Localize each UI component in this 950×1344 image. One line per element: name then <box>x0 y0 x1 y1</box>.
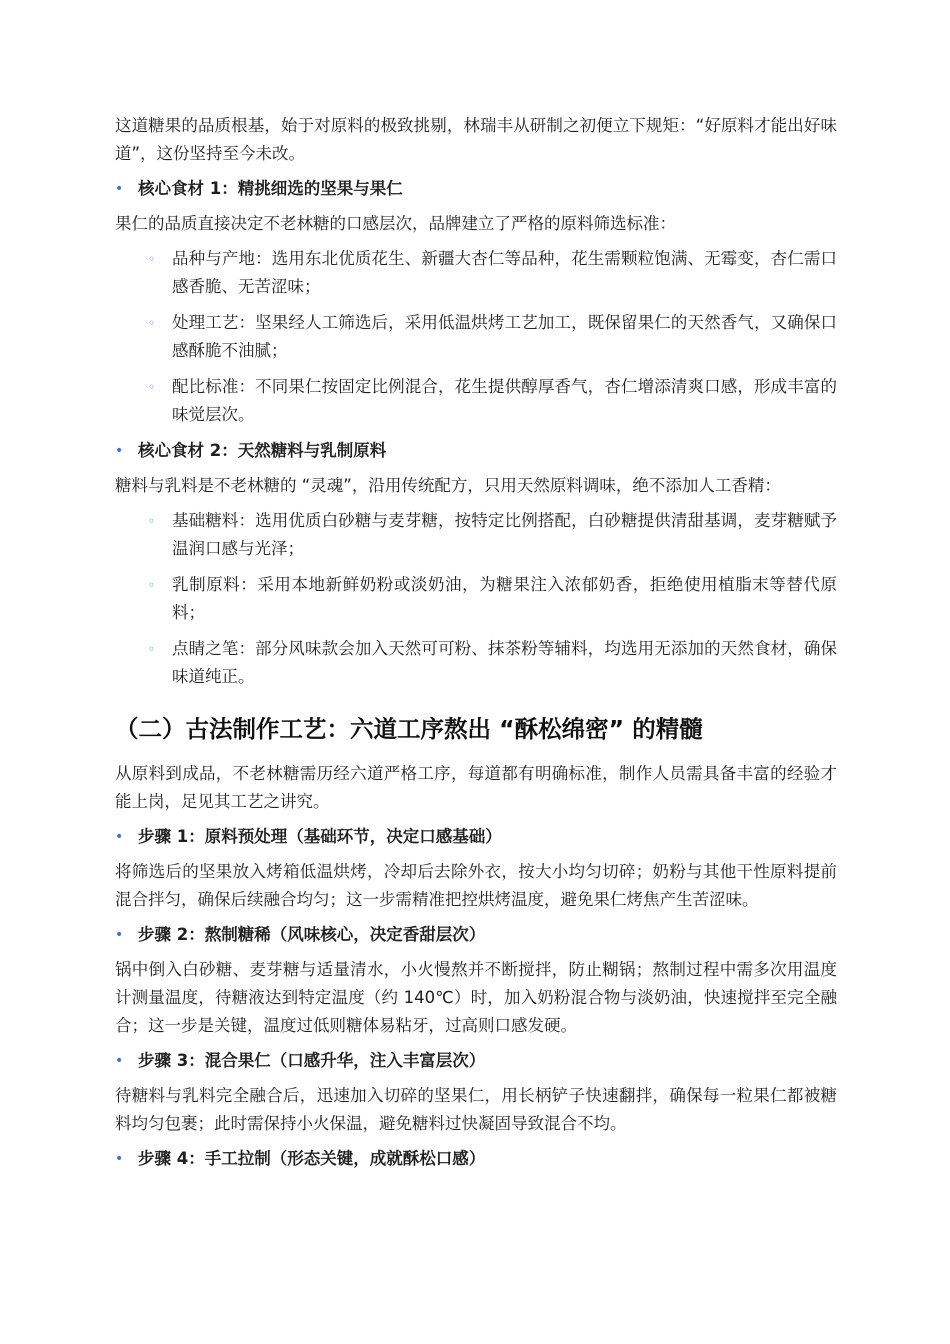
step-title: 步骤 2：熬制糖稀（风味核心，决定香甜层次） <box>138 925 486 944</box>
step-desc: 锅中倒入白砂糖、麦芽糖与适量清水，小火慢熬并不断搅拌，防止糊锅；熬制过程中需多次用温度计测量温度，待糖液达到特定温度（约 140℃）时，加入奶粉混合物与淡奶油，快速搅拌至完全融合；这一步是关键，温度过低则糖体易粘牙，过高则口感发硬。 <box>115 960 837 1035</box>
ingredient1-list <box>115 245 837 429</box>
step1-heading <box>115 823 837 851</box>
step4-heading <box>115 1145 837 1173</box>
ingredient2-heading <box>115 437 837 465</box>
bullet-dot-icon: • <box>115 443 124 459</box>
list-item: ◦ 品种与产地：选用东北优质花生、新疆大杏仁等品种，花生需颗粒饱满、无霉变，杏仁需口感香脆、无苦涩味； <box>115 245 837 301</box>
circle-bullet-icon: ◦ <box>148 252 156 266</box>
circle-bullet-icon: ◦ <box>148 514 156 528</box>
section-intro: 从原料到成品，不老林糖需历经六道严格工序，每道都有明确标准，制作人员需具备丰富的经验才能上岗，足见其工艺之讲究。 <box>115 764 837 811</box>
step-desc: 待糖料与乳料完全融合后，迅速加入切碎的坚果仁，用长柄铲子快速翻拌，确保每一粒果仁都被糖料均匀包裹；此时需保持小火保温，避免糖料过快凝固导致混合不均。 <box>115 1086 837 1133</box>
list-item: ◦ 处理工艺：坚果经人工筛选后，采用低温烘烤工艺加工，既保留果仁的天然香气，又确保口感酥脆不油腻； <box>115 309 837 365</box>
step-desc: 将筛选后的坚果放入烤箱低温烘烤，冷却后去除外衣，按大小均匀切碎；奶粉与其他干性原料提前混合拌匀，确保后续融合均匀；这一步需精准把控烘烤温度，避免果仁烤焦产生苦涩味。 <box>115 862 837 909</box>
list-item: ◦ 基础糖料：选用优质白砂糖与麦芽糖，按特定比例搭配，白砂糖提供清甜基调，麦芽糖赋予温润口感与光泽； <box>115 507 837 563</box>
step-title: 步骤 3：混合果仁（口感升华，注入丰富层次） <box>138 1051 486 1070</box>
circle-bullet-icon: ◦ <box>148 578 156 592</box>
step3-heading <box>115 1047 837 1075</box>
bullet-dot-icon: • <box>115 829 124 845</box>
list-item: ◦ 乳制原料：采用本地新鲜奶粉或淡奶油，为糖果注入浓郁奶香，拒绝使用植脂末等替代原料； <box>115 571 837 627</box>
circle-bullet-icon: ◦ <box>148 380 156 394</box>
ingredient1-desc: 果仁的品质直接决定不老林糖的口感层次，品牌建立了严格的原料筛选标准： <box>115 214 676 233</box>
ingredient2-desc: 糖料与乳料是不老林糖的 “灵魂”，沿用传统配方，只用天然原料调味，绝不添加人工香精： <box>115 476 781 495</box>
circle-bullet-icon: ◦ <box>148 316 156 330</box>
bullet-dot-icon: • <box>115 181 124 197</box>
intro-paragraph: 这道糖果的品质根基，始于对原料的极致挑剔，林瑞丰从研制之初便立下规矩：“好原料才能出好味道”，这份坚持至今未改。 <box>115 116 837 163</box>
step-title: 步骤 4：手工拉制（形态关键，成就酥松口感） <box>138 1149 486 1168</box>
list-item: ◦ 配比标准：不同果仁按固定比例混合，花生提供醇厚香气，杏仁增添清爽口感，形成丰富的味觉层次。 <box>115 373 837 429</box>
ingredient1-heading <box>115 175 837 203</box>
ingredient2-title: 核心食材 2：天然糖料与乳制原料 <box>138 441 387 460</box>
bullet-dot-icon: • <box>115 927 124 943</box>
step2-heading <box>115 921 837 949</box>
ingredient2-list <box>115 507 837 691</box>
ingredient1-title: 核心食材 1：精挑细选的坚果与果仁 <box>138 179 403 198</box>
step-title: 步骤 1：原料预处理（基础环节，决定口感基础） <box>138 827 502 846</box>
document-page <box>115 112 837 1180</box>
list-item: ◦ 点睛之笔：部分风味款会加入天然可可粉、抹茶粉等辅料，均选用无添加的天然食材，确保味道纯正。 <box>115 635 837 691</box>
bullet-dot-icon: • <box>115 1053 124 1069</box>
circle-bullet-icon: ◦ <box>148 642 156 656</box>
bullet-dot-icon: • <box>115 1151 124 1167</box>
section-title: （二）古法制作工艺：六道工序熬出 “酥松绵密” 的精髓 <box>115 715 703 743</box>
